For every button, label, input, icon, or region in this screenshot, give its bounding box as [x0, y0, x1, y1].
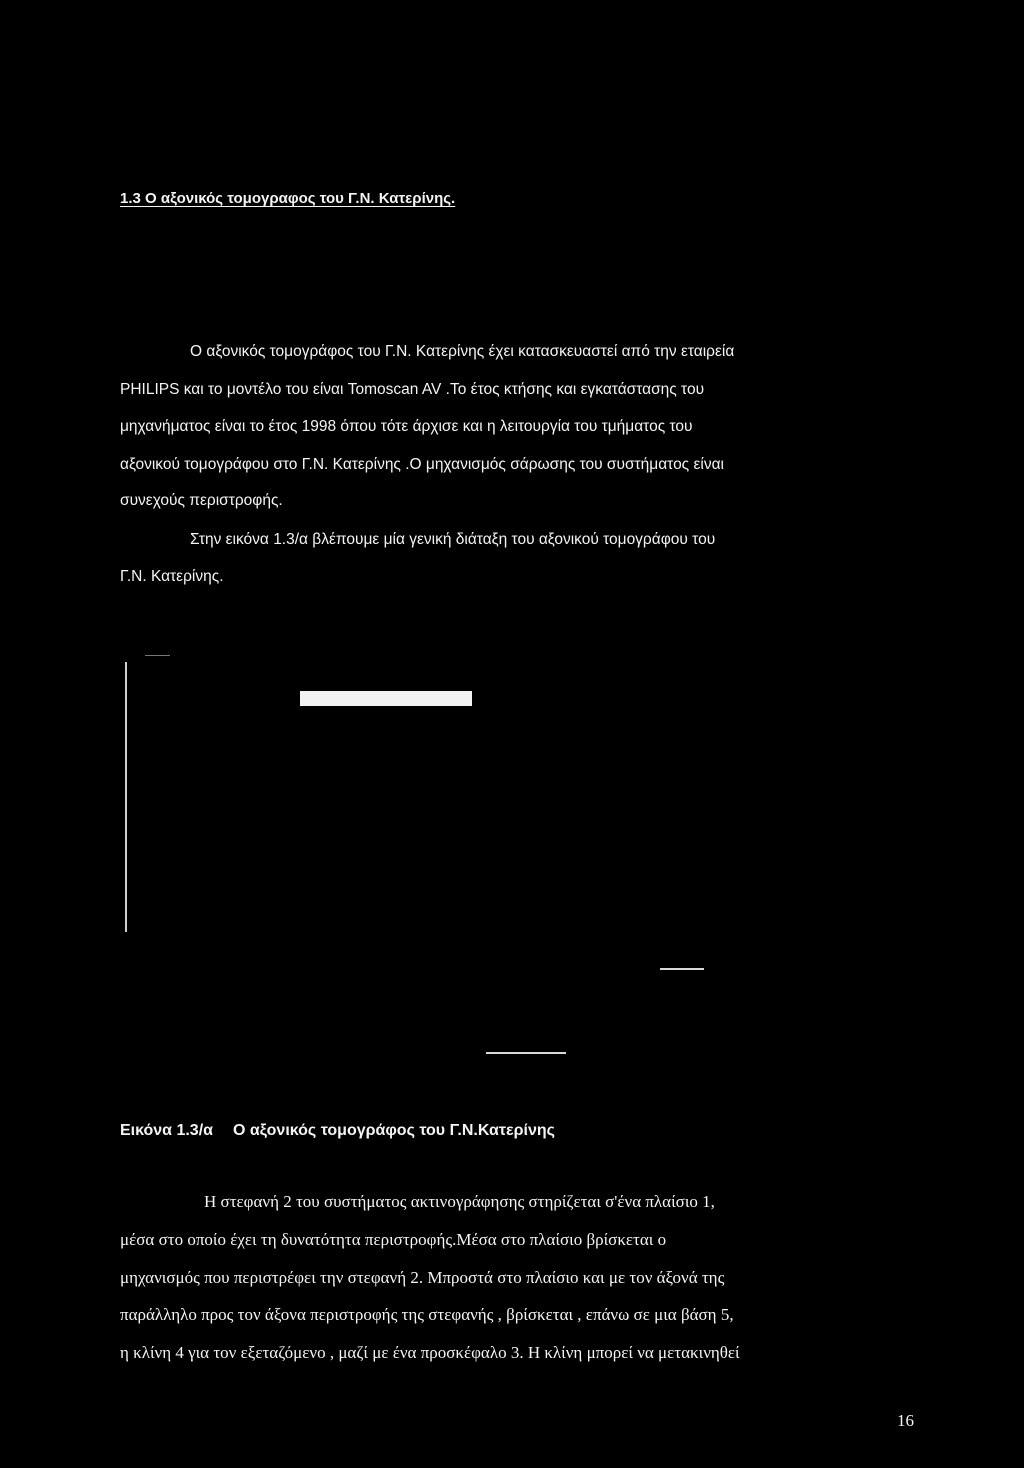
figure-left-edge — [125, 662, 127, 932]
figure-edge-mark — [145, 655, 170, 656]
paragraph-2-line-2: Γ.Ν. Κατερίνης. — [120, 568, 224, 585]
paragraph-1-line-3: μηχανήματος είναι το έτος 1998 όπου τότε άρχισε και η λειτουργία του τμήματος του — [120, 418, 693, 435]
figure-mark-1 — [660, 968, 704, 970]
figure-mark-2 — [486, 1052, 566, 1054]
figure-caption — [120, 1122, 555, 1140]
paragraph-2-line-1: Στην εικόνα 1.3/α βλέπουμε μία γενική διάταξη του αξονικού τομογράφου του — [190, 531, 716, 548]
paragraph-3-line-3: μηχανισμός που περιστρέφει την στεφανή 2. Μπροστά στο πλαίσιο και με τον άξονά της — [120, 1268, 725, 1287]
figure-caption-label: Εικόνα 1.3/α — [120, 1122, 213, 1139]
paragraph-3-line-4: παράλληλο προς τον άξονα περιστροφής της στεφανής , βρίσκεται , επάνω σε μια βάση 5, — [120, 1305, 734, 1324]
paragraph-1-line-5: συνεχούς περιστροφής. — [120, 492, 283, 509]
paragraph-3-line-5: η κλίνη 4 για τον εξεταζόμενο , μαζί με ένα προσκέφαλο 3. Η κλίνη μπορεί να μετακινηθεί — [120, 1343, 740, 1362]
paragraph-1-line-1: Ο αξονικός τομογράφος του Γ.Ν. Κατερίνης έχει κατασκευαστεί από την εταιρεία — [190, 343, 735, 360]
paragraph-1-line-4: αξονικού τομογράφου στο Γ.Ν. Κατερίνης .Ο μηχανισμός σάρωσης του συστήματος είναι — [120, 456, 724, 473]
section-heading: 1.3 Ο αξονικός τομογραφος του Γ.Ν. Κατερίνης. — [120, 190, 456, 207]
page-number: 16 — [897, 1411, 914, 1430]
paragraph-3-line-2: μέσα στο οποίο έχει τη δυνατότητα περιστροφής.Μέσα στο πλαίσιο βρίσκεται ο — [120, 1230, 667, 1249]
ct-scanner-figure — [110, 640, 730, 1060]
scanner-highlight — [300, 691, 472, 706]
paragraph-3-line-1: Η στεφανή 2 του συστήματος ακτινογράφησης στηρίζεται σ'ένα πλαίσιο 1, — [204, 1192, 715, 1211]
figure-caption-text: Ο αξονικός τομογράφος του Γ.Ν.Κατερίνης — [232, 1122, 555, 1139]
paragraph-1-line-2: PHILIPS και το μοντέλο του είναι Tomoscan AV .Το έτος κτήσης και εγκατάστασης του — [120, 381, 705, 398]
